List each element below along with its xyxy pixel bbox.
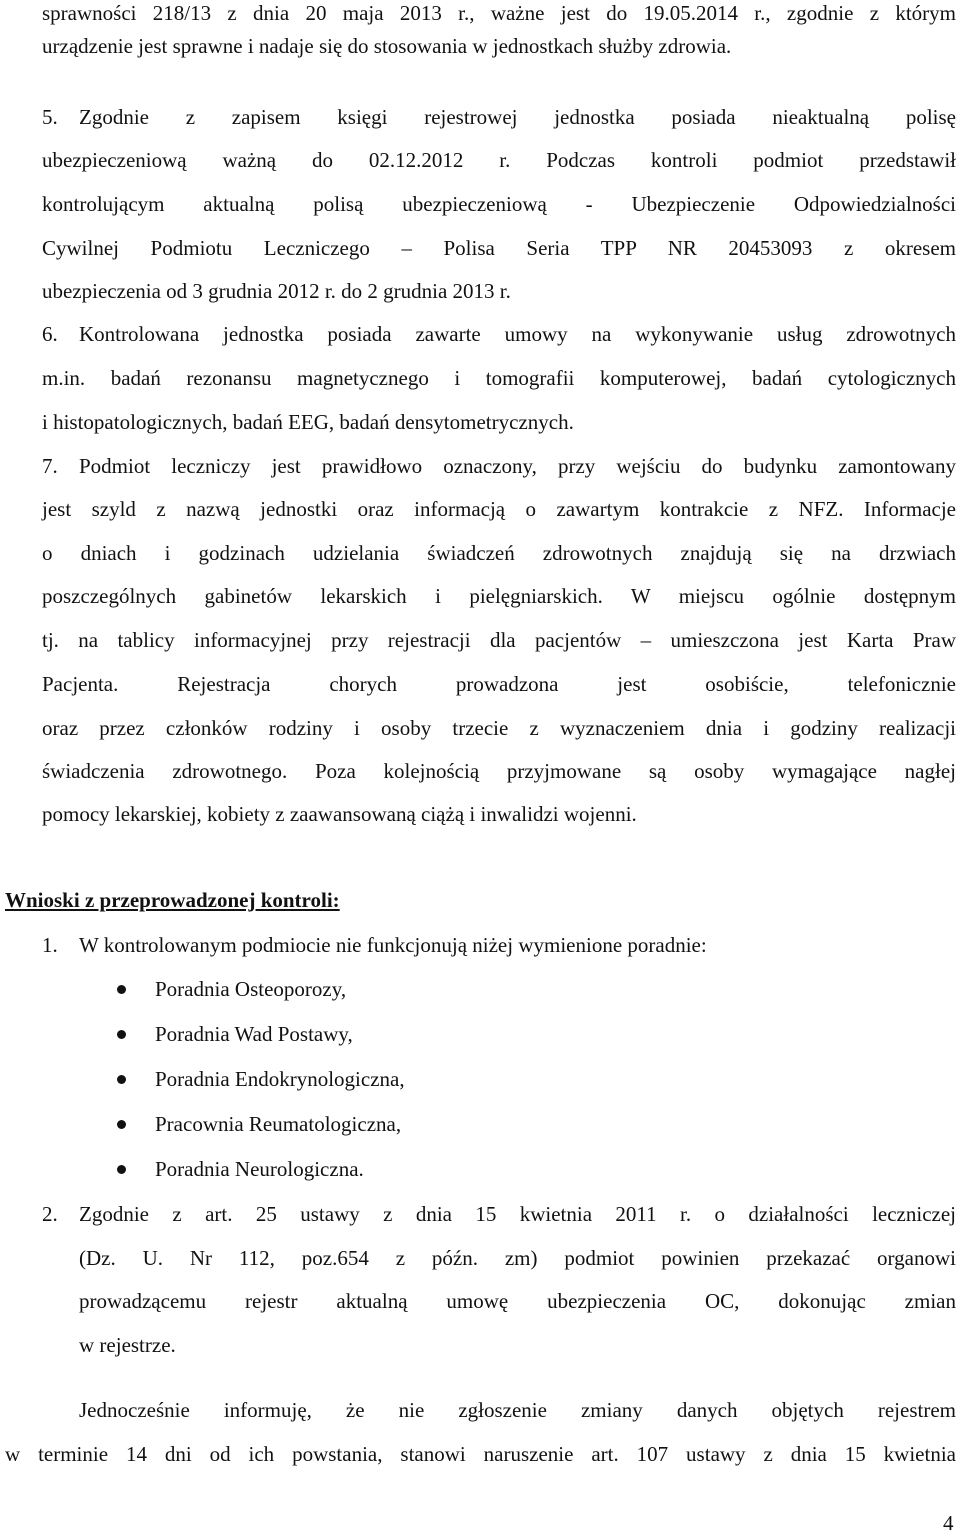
- item-5-number: 5.: [42, 105, 58, 129]
- page-number: 4: [943, 1511, 954, 1535]
- item-6-line-2: m.in. badań rezonansu magnetycznego i tomografii komputerowej, badań cytologicznych: [42, 366, 956, 390]
- bullet-icon: [117, 1120, 126, 1129]
- item-5-line-3: kontrolującym aktualną polisą ubezpieczeniową - Ubezpieczenie Odpowiedzialności: [42, 192, 956, 216]
- item-5-line-4: Cywilnej Podmiotu Leczniczego – Polisa Seria TPP NR 20453093 z okresem: [42, 236, 956, 260]
- item-7-line-1: Podmiot leczniczy jest prawidłowo oznaczony, przy wejściu do budynku zamontowany: [79, 454, 956, 478]
- item-6-number: 6.: [42, 322, 58, 346]
- conclusions-heading: Wnioski z przeprowadzonej kontroli:: [5, 888, 340, 912]
- conclusion-2-line-3: prowadzącemu rejestr aktualną umowę ubezpieczenia OC, dokonując zmian: [79, 1289, 956, 1313]
- item-7-line-5: tj. na tablicy informacyjnej przy rejestracji dla pacjentów – umieszczona jest Karta Praw: [42, 628, 956, 652]
- item-6-line-1: Kontrolowana jednostka posiada zawarte umowy na wykonywanie usług zdrowotnych: [79, 322, 956, 346]
- item-7-line-6: Pacjenta. Rejestracja chorych prowadzona jest osobiście, telefonicznie: [42, 672, 956, 696]
- item-7-number: 7.: [42, 454, 58, 478]
- item-5-line-5: ubezpieczenia od 3 grudnia 2012 r. do 2 grudnia 2013 r.: [42, 279, 511, 303]
- item-5-line-1: Zgodnie z zapisem księgi rejestrowej jednostka posiada nieaktualną polisę: [79, 105, 956, 129]
- item-5-line-2: ubezpieczeniową ważną do 02.12.2012 r. Podczas kontroli podmiot przedstawił: [42, 148, 956, 172]
- closing-line-2: w terminie 14 dni od ich powstania, stanowi naruszenie art. 107 ustawy z dnia 15 kwietnia: [5, 1442, 956, 1466]
- item-7-line-8: świadczenia zdrowotnego. Poza kolejnością przyjmowane są osoby wymagające nagłej: [42, 759, 956, 783]
- bullet-item-1: Poradnia Osteoporozy,: [155, 977, 347, 1001]
- bullet-icon: [117, 1075, 126, 1084]
- item-7-line-4: poszczególnych gabinetów lekarskich i pielęgniarskich. W miejscu ogólnie dostępnym: [42, 584, 956, 608]
- conclusion-2-line-1: Zgodnie z art. 25 ustawy z dnia 15 kwietnia 2011 r. o działalności leczniczej: [79, 1202, 956, 1226]
- conclusion-2-number: 2.: [42, 1202, 58, 1226]
- bullet-item-2: Poradnia Wad Postawy,: [155, 1022, 353, 1046]
- bullet-item-3: Poradnia Endokrynologiczna,: [155, 1067, 405, 1091]
- bullet-icon: [117, 1030, 126, 1039]
- continuation-line-2: urządzenie jest sprawne i nadaje się do stosowania w jednostkach służby zdrowia.: [42, 34, 732, 58]
- closing-line-1: Jednocześnie informuję, że nie zgłoszenie zmiany danych objętych rejestrem: [79, 1398, 956, 1422]
- bullet-item-4: Pracownia Reumatologiczna,: [155, 1112, 402, 1136]
- bullet-icon: [117, 985, 126, 994]
- bullet-item-5: Poradnia Neurologiczna.: [155, 1157, 364, 1181]
- item-7-line-7: oraz przez członków rodziny i osoby trzecie z wyznaczeniem dnia i godziny realizacji: [42, 716, 956, 740]
- item-6-line-3: i histopatologicznych, badań EEG, badań densytometrycznych.: [42, 410, 574, 434]
- conclusion-1-text: W kontrolowanym podmiocie nie funkcjonują niżej wymienione poradnie:: [79, 933, 707, 957]
- item-7-line-3: o dniach i godzinach udzielania świadczeń zdrowotnych znajdują się na drzwiach: [42, 541, 956, 565]
- conclusion-1-number: 1.: [42, 933, 58, 957]
- item-7-line-9: pomocy lekarskiej, kobiety z zaawansowaną ciążą i inwalidzi wojenni.: [42, 802, 637, 826]
- bullet-icon: [117, 1165, 126, 1174]
- conclusion-2-line-2: (Dz. U. Nr 112, poz.654 z późn. zm) podmiot powinien przekazać organowi: [79, 1246, 956, 1270]
- continuation-line-1: sprawności 218/13 z dnia 20 maja 2013 r., ważne jest do 19.05.2014 r., zgodnie z którym: [42, 1, 956, 25]
- conclusion-2-line-4: w rejestrze.: [79, 1333, 176, 1357]
- item-7-line-2: jest szyld z nazwą jednostki oraz informacją o zawartym kontrakcie z NFZ. Informacje: [42, 497, 956, 521]
